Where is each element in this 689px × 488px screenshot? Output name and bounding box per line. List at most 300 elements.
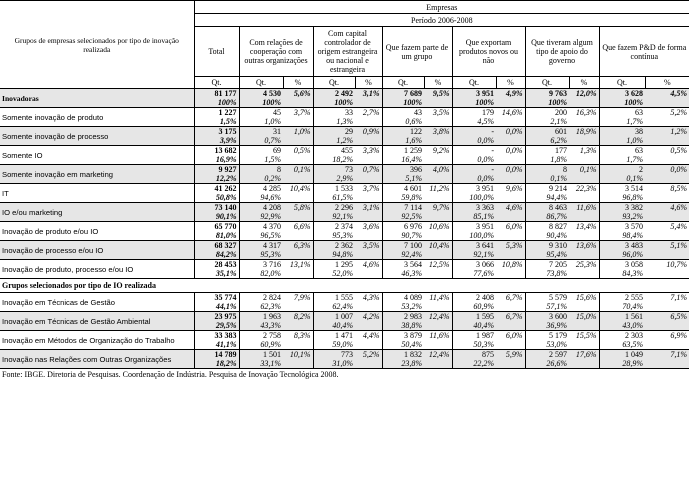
table-row	[0, 350, 689, 360]
share-cell	[424, 340, 452, 350]
share-cell: 94,6%	[239, 193, 283, 203]
share-cell: 0,6%	[382, 117, 424, 127]
share-cell	[496, 269, 525, 279]
value-cell: 3 483	[599, 241, 645, 251]
share-cell	[645, 340, 689, 350]
share-cell	[496, 117, 525, 127]
share-cell	[496, 359, 525, 369]
share-cell: 28,9%	[599, 359, 645, 369]
share-cell	[283, 231, 313, 241]
value-cell: -	[452, 127, 496, 137]
share-cell: 59,8%	[382, 193, 424, 203]
value-cell: 5,1%	[670, 241, 688, 250]
value-cell: 29	[313, 127, 355, 137]
value-cell: 3 514	[599, 184, 645, 194]
share-cell: 81,0%	[194, 231, 239, 241]
periodo-header: Período 2006-2008	[194, 14, 689, 27]
table-row	[0, 165, 689, 175]
value-cell: 16,3%	[575, 108, 597, 117]
table-row	[0, 312, 689, 322]
share-cell	[569, 359, 599, 369]
share-cell: 100%	[525, 98, 569, 108]
value-cell: 6,9%	[670, 331, 688, 340]
value-cell: 3 570	[599, 222, 645, 232]
share-cell	[645, 174, 689, 184]
value-cell: 9 763	[525, 89, 569, 99]
value-cell: 73	[313, 165, 355, 175]
share-cell	[645, 117, 689, 127]
share-cell	[283, 212, 313, 222]
value-cell: 9 927	[194, 165, 239, 175]
share-cell	[569, 269, 599, 279]
value-cell: 3 641	[452, 241, 496, 251]
value-cell: 11,4%	[429, 293, 450, 302]
value-cell: 2,7%	[362, 108, 380, 117]
value-cell: 10,7%	[666, 260, 688, 269]
value-cell: 3 564	[382, 260, 424, 270]
share-cell	[424, 193, 452, 203]
share-cell: 0,2%	[239, 174, 283, 184]
share-cell	[283, 302, 313, 312]
value-cell: 3,6%	[362, 222, 380, 231]
value-cell: 4 285	[239, 184, 283, 194]
value-cell: 4 370	[239, 222, 283, 232]
row-label: Inovadoras	[0, 89, 194, 108]
share-cell	[283, 340, 313, 350]
share-cell: 2,9%	[313, 174, 355, 184]
col-grupo: Que fazem parte de um grupo	[382, 27, 452, 77]
value-cell: 6,0%	[505, 331, 523, 340]
share-cell	[424, 321, 452, 331]
value-cell: 8,2%	[293, 312, 311, 321]
share-cell	[355, 340, 382, 350]
share-cell: 61,5%	[313, 193, 355, 203]
value-cell: 5,2%	[670, 108, 688, 117]
share-cell: 95,3%	[313, 231, 355, 241]
share-cell	[569, 302, 599, 312]
value-cell: 396	[382, 165, 424, 175]
value-cell: 7 100	[382, 241, 424, 251]
share-cell	[645, 321, 689, 331]
value-cell: 1 963	[239, 312, 283, 322]
value-cell: 8	[239, 165, 283, 175]
value-cell: 1 049	[599, 350, 645, 360]
sub-header-cell: %	[569, 77, 599, 89]
value-cell: 1 471	[313, 331, 355, 341]
share-cell	[569, 231, 599, 241]
share-cell: 18,2%	[313, 155, 355, 165]
value-cell: 3 951	[452, 222, 496, 232]
value-cell: 601	[525, 127, 569, 137]
share-cell: 12,2%	[194, 174, 239, 184]
share-cell: 96,0%	[599, 250, 645, 260]
table-row	[0, 222, 689, 232]
share-cell: 92,9%	[239, 212, 283, 222]
share-cell	[355, 231, 382, 241]
value-cell: 1 561	[599, 312, 645, 322]
share-cell: 31,0%	[313, 359, 355, 369]
col-capital: Com capital controlador de origem estrangeira ou nacional e estrangeira	[313, 27, 382, 77]
value-cell: 6 976	[382, 222, 424, 232]
value-cell: 11,2%	[429, 184, 450, 193]
share-cell	[645, 193, 689, 203]
share-cell	[645, 250, 689, 260]
share-cell: 57,1%	[525, 302, 569, 312]
value-cell: 1,2%	[670, 127, 688, 136]
value-cell: 179	[452, 108, 496, 118]
share-cell	[355, 174, 382, 184]
value-cell: 875	[452, 350, 496, 360]
share-cell: 22,2%	[452, 359, 496, 369]
sub-header-cell: Qt.	[194, 77, 239, 89]
value-cell: 11,6%	[576, 203, 597, 212]
value-cell: 4 317	[239, 241, 283, 251]
share-cell: 50,8%	[194, 193, 239, 203]
value-cell: 41 262	[194, 184, 239, 194]
share-cell: 94,4%	[525, 193, 569, 203]
value-cell: 122	[382, 127, 424, 137]
value-cell: 1,0%	[293, 127, 311, 136]
row-label: Inovação de processo e/ou IO	[0, 241, 194, 260]
share-cell: 0,0%	[452, 174, 496, 184]
value-cell: 13,4%	[575, 222, 597, 231]
share-cell: 62,3%	[239, 302, 283, 312]
share-cell: 84,2%	[194, 250, 239, 260]
sub-header-cell: Qt.	[452, 77, 496, 89]
share-cell: 92,4%	[382, 250, 424, 260]
value-cell: 0,7%	[362, 165, 380, 174]
share-cell	[645, 269, 689, 279]
share-cell	[645, 155, 689, 165]
value-cell: 4 530	[239, 89, 283, 99]
share-cell: 2,1%	[525, 117, 569, 127]
value-cell: 12,4%	[428, 312, 450, 321]
value-cell: 18,9%	[575, 127, 597, 136]
table-row	[0, 203, 689, 213]
value-cell: 0,0%	[505, 146, 523, 155]
col-total: Total	[194, 27, 239, 77]
col-cooperacao: Com relações de cooperação com outras organizações	[239, 27, 313, 77]
share-cell	[569, 212, 599, 222]
value-cell: 200	[525, 108, 569, 118]
share-cell: 86,7%	[525, 212, 569, 222]
share-cell: 60,9%	[239, 340, 283, 350]
value-cell: 14 789	[194, 350, 239, 360]
row-label: Somente inovação de processo	[0, 127, 194, 146]
share-cell	[283, 98, 313, 108]
value-cell: 12,4%	[428, 350, 450, 359]
value-cell: 2 983	[382, 312, 424, 322]
value-cell: 3 716	[239, 260, 283, 270]
value-cell: 1 259	[382, 146, 424, 156]
share-cell: 100%	[452, 98, 496, 108]
value-cell: 0,5%	[293, 146, 311, 155]
col-apoio: Que tiveram algum tipo de apoio do governo	[525, 27, 599, 77]
share-cell	[645, 302, 689, 312]
row-label: Somente IO	[0, 146, 194, 165]
share-cell	[496, 340, 525, 350]
share-cell: 18,2%	[194, 359, 239, 369]
value-cell: 22,3%	[575, 184, 597, 193]
share-cell	[355, 250, 382, 260]
share-cell: 73,8%	[525, 269, 569, 279]
value-cell: 3 363	[452, 203, 496, 213]
value-cell: 773	[313, 350, 355, 360]
share-cell	[424, 302, 452, 312]
value-cell: 1 295	[313, 260, 355, 270]
share-cell	[424, 174, 452, 184]
share-cell	[424, 98, 452, 108]
table-row	[0, 146, 689, 156]
share-cell: 93,2%	[599, 212, 645, 222]
share-cell: 96,5%	[239, 231, 283, 241]
share-cell	[424, 359, 452, 369]
share-cell	[496, 98, 525, 108]
value-cell: -	[452, 165, 496, 175]
share-cell	[569, 340, 599, 350]
value-cell: 6,6%	[293, 222, 311, 231]
value-cell: 63	[599, 108, 645, 118]
value-cell: 10,1%	[289, 350, 311, 359]
share-cell	[496, 302, 525, 312]
share-cell: 26,6%	[525, 359, 569, 369]
share-cell: 100%	[194, 98, 239, 108]
value-cell: 4,9%	[505, 89, 523, 98]
share-cell	[496, 321, 525, 331]
value-cell: 3 058	[599, 260, 645, 270]
value-cell: 81 177	[194, 89, 239, 99]
share-cell	[283, 250, 313, 260]
value-cell: 9,2%	[432, 146, 450, 155]
share-cell: 1,5%	[239, 155, 283, 165]
share-cell	[355, 155, 382, 165]
table-row	[0, 127, 689, 137]
share-cell	[283, 155, 313, 165]
section-header-row	[0, 279, 689, 293]
share-cell	[569, 98, 599, 108]
share-cell: 16,4%	[382, 155, 424, 165]
value-cell: 6,0%	[505, 222, 523, 231]
share-cell	[496, 174, 525, 184]
share-cell: 95,3%	[239, 250, 283, 260]
share-cell: 100%	[382, 98, 424, 108]
value-cell: 33 383	[194, 331, 239, 341]
share-cell	[355, 136, 382, 146]
col-exportam: Que exportam produtos novos ou não	[452, 27, 525, 77]
value-cell: 28 453	[194, 260, 239, 270]
value-cell: 13,1%	[289, 260, 311, 269]
share-cell: 44,1%	[194, 302, 239, 312]
row-label-header: Grupos de empresas selecionados por tipo de inovação realizada	[0, 1, 194, 89]
value-cell: 3 066	[452, 260, 496, 270]
value-cell: 5,4%	[670, 222, 688, 231]
value-cell: 7 205	[525, 260, 569, 270]
value-cell: 6,5%	[670, 312, 688, 321]
col-ped: Que fazem P&D de forma contínua	[599, 27, 689, 77]
share-cell: 92,1%	[313, 212, 355, 222]
share-cell	[645, 359, 689, 369]
value-cell: 9,6%	[505, 184, 523, 193]
share-cell: 41,1%	[194, 340, 239, 350]
share-cell: 63,5%	[599, 340, 645, 350]
share-cell: 6,2%	[525, 136, 569, 146]
share-cell: 0,1%	[525, 174, 569, 184]
value-cell: 35 774	[194, 293, 239, 303]
share-cell	[283, 117, 313, 127]
share-cell: 95,4%	[525, 250, 569, 260]
value-cell: 7,1%	[670, 293, 688, 302]
share-cell: 40,4%	[452, 321, 496, 331]
value-cell: 0,0%	[670, 165, 688, 174]
share-cell: 3,9%	[194, 136, 239, 146]
value-cell: 4,6%	[362, 260, 380, 269]
share-cell: 100,0%	[452, 231, 496, 241]
share-cell: 50,4%	[382, 340, 424, 350]
share-cell	[355, 302, 382, 312]
share-cell: 100%	[313, 98, 355, 108]
share-cell	[496, 250, 525, 260]
share-cell	[355, 193, 382, 203]
value-cell: 13,6%	[575, 241, 597, 250]
value-cell: 2 492	[313, 89, 355, 99]
share-cell: 1,6%	[382, 136, 424, 146]
value-cell: 4,4%	[362, 331, 380, 340]
value-cell: 1 007	[313, 312, 355, 322]
value-cell: 5,9%	[505, 350, 523, 359]
value-cell: 7,9%	[293, 293, 311, 302]
value-cell: 455	[313, 146, 355, 156]
share-cell	[283, 321, 313, 331]
share-cell: 1,0%	[599, 136, 645, 146]
value-cell: 3 951	[452, 89, 496, 99]
sub-header-cell: %	[355, 77, 382, 89]
value-cell: 10,8%	[501, 260, 523, 269]
value-cell: 3,8%	[432, 127, 450, 136]
value-cell: 7,1%	[670, 350, 688, 359]
sub-header-cell: Qt.	[239, 77, 283, 89]
share-cell: 50,3%	[452, 340, 496, 350]
value-cell: 4,0%	[432, 165, 450, 174]
value-cell: 2 362	[313, 241, 355, 251]
value-cell: 7 689	[382, 89, 424, 99]
share-cell: 53,2%	[382, 302, 424, 312]
share-cell: 35,1%	[194, 269, 239, 279]
value-cell: 6,3%	[293, 241, 311, 250]
share-cell	[569, 174, 599, 184]
value-cell: 6,7%	[505, 293, 523, 302]
value-cell: 43	[382, 108, 424, 118]
share-cell	[283, 269, 313, 279]
share-cell	[496, 155, 525, 165]
value-cell: 1 595	[452, 312, 496, 322]
value-cell: 3 951	[452, 184, 496, 194]
table-row	[0, 260, 689, 270]
share-cell: 33,1%	[239, 359, 283, 369]
value-cell: 17,6%	[575, 350, 597, 359]
share-cell: 1,0%	[239, 117, 283, 127]
value-cell: 8,5%	[670, 184, 688, 193]
share-cell: 1,7%	[599, 155, 645, 165]
row-label: Somente inovação em marketing	[0, 165, 194, 184]
value-cell: 45	[239, 108, 283, 118]
value-cell: 3,1%	[362, 89, 380, 98]
share-cell: 23,8%	[382, 359, 424, 369]
share-cell: 92,1%	[452, 250, 496, 260]
value-cell: 1,3%	[579, 146, 597, 155]
value-cell: 5,6%	[293, 89, 311, 98]
share-cell	[645, 231, 689, 241]
value-cell: 25,3%	[575, 260, 597, 269]
value-cell: 3,3%	[362, 146, 380, 155]
value-cell: 73 140	[194, 203, 239, 213]
value-cell: 38	[599, 127, 645, 137]
share-cell	[283, 174, 313, 184]
share-cell: 90,7%	[382, 231, 424, 241]
row-label: Inovação em Métodos de Organização do Trabalho	[0, 331, 194, 350]
value-cell: -	[452, 146, 496, 156]
share-cell: 60,9%	[452, 302, 496, 312]
share-cell: 29,5%	[194, 321, 239, 331]
value-cell: 2 408	[452, 293, 496, 303]
value-cell: 69	[239, 146, 283, 156]
value-cell: 8 463	[525, 203, 569, 213]
share-cell	[645, 98, 689, 108]
share-cell	[645, 212, 689, 222]
value-cell: 4,5%	[670, 89, 688, 98]
table-row	[0, 89, 689, 99]
share-cell	[424, 231, 452, 241]
value-cell: 68 327	[194, 241, 239, 251]
value-cell: 11,6%	[429, 331, 450, 340]
share-cell	[424, 250, 452, 260]
value-cell: 3 600	[525, 312, 569, 322]
share-cell	[283, 359, 313, 369]
share-cell	[355, 117, 382, 127]
table-row	[0, 184, 689, 194]
share-cell: 1,7%	[599, 117, 645, 127]
sub-header-cell: Qt.	[525, 77, 569, 89]
value-cell: 8	[525, 165, 569, 175]
sub-header-cell: Qt.	[313, 77, 355, 89]
value-cell: 2 555	[599, 293, 645, 303]
value-cell: 0,5%	[670, 146, 688, 155]
footer-row	[0, 369, 689, 380]
value-cell: 7 114	[382, 203, 424, 213]
share-cell	[569, 250, 599, 260]
table-row	[0, 241, 689, 251]
value-cell: 0,0%	[505, 165, 523, 174]
value-cell: 12,5%	[428, 260, 450, 269]
value-cell: 1 987	[452, 331, 496, 341]
value-cell: 5,3%	[505, 241, 523, 250]
value-cell: 33	[313, 108, 355, 118]
share-cell: 52,0%	[313, 269, 355, 279]
row-label: Inovação de produto, processo e/ou IO	[0, 260, 194, 279]
value-cell: 5,2%	[362, 350, 380, 359]
share-cell: 82,0%	[239, 269, 283, 279]
row-label: IO e/ou marketing	[0, 203, 194, 222]
table-row	[0, 293, 689, 303]
share-cell: 0,0%	[452, 136, 496, 146]
value-cell: 15,5%	[575, 331, 597, 340]
share-cell	[355, 212, 382, 222]
share-cell	[569, 193, 599, 203]
value-cell: 4,2%	[362, 312, 380, 321]
value-cell: 2 296	[313, 203, 355, 213]
value-cell: 3,7%	[293, 108, 311, 117]
value-cell: 3,1%	[362, 203, 380, 212]
value-cell: 3,5%	[432, 108, 450, 117]
